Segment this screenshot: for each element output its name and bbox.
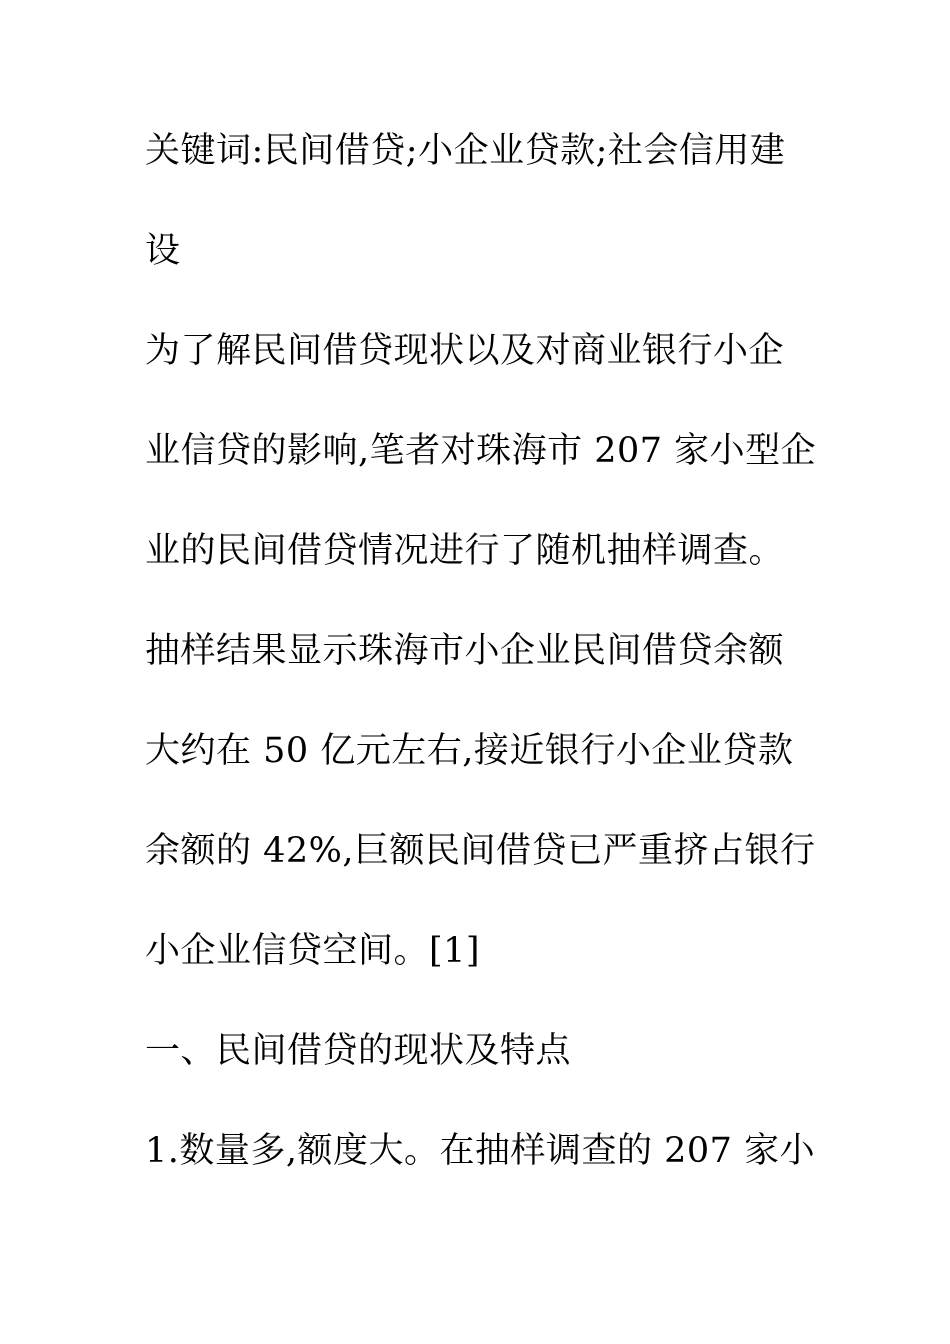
paragraph-line: 为了解民间借贷现状以及对商业银行小企: [145, 331, 785, 371]
paragraph-line: 余额的 42%,巨额民间借贷已严重挤占银行: [145, 831, 816, 871]
paragraph-line: 业的民间借贷情况进行了随机抽样调查。: [145, 531, 785, 571]
paragraph-line: 大约在 50 亿元左右,接近银行小企业贷款: [145, 731, 794, 771]
paragraph-line: 抽样结果显示珠海市小企业民间借贷余额: [145, 631, 785, 671]
section-heading: 一、民间借贷的现状及特点: [145, 1031, 572, 1071]
paragraph-line: 小企业信贷空间。[1]: [145, 931, 481, 971]
keywords-line: 关键词:民间借贷;小企业贷款;社会信用建: [145, 131, 786, 171]
paragraph-line: 1.数量多,额度大。在抽样调查的 207 家小: [145, 1131, 816, 1171]
paragraph-line: 业信贷的影响,笔者对珠海市 207 家小型企: [145, 431, 817, 471]
keywords-line-continued: 设: [145, 231, 181, 271]
